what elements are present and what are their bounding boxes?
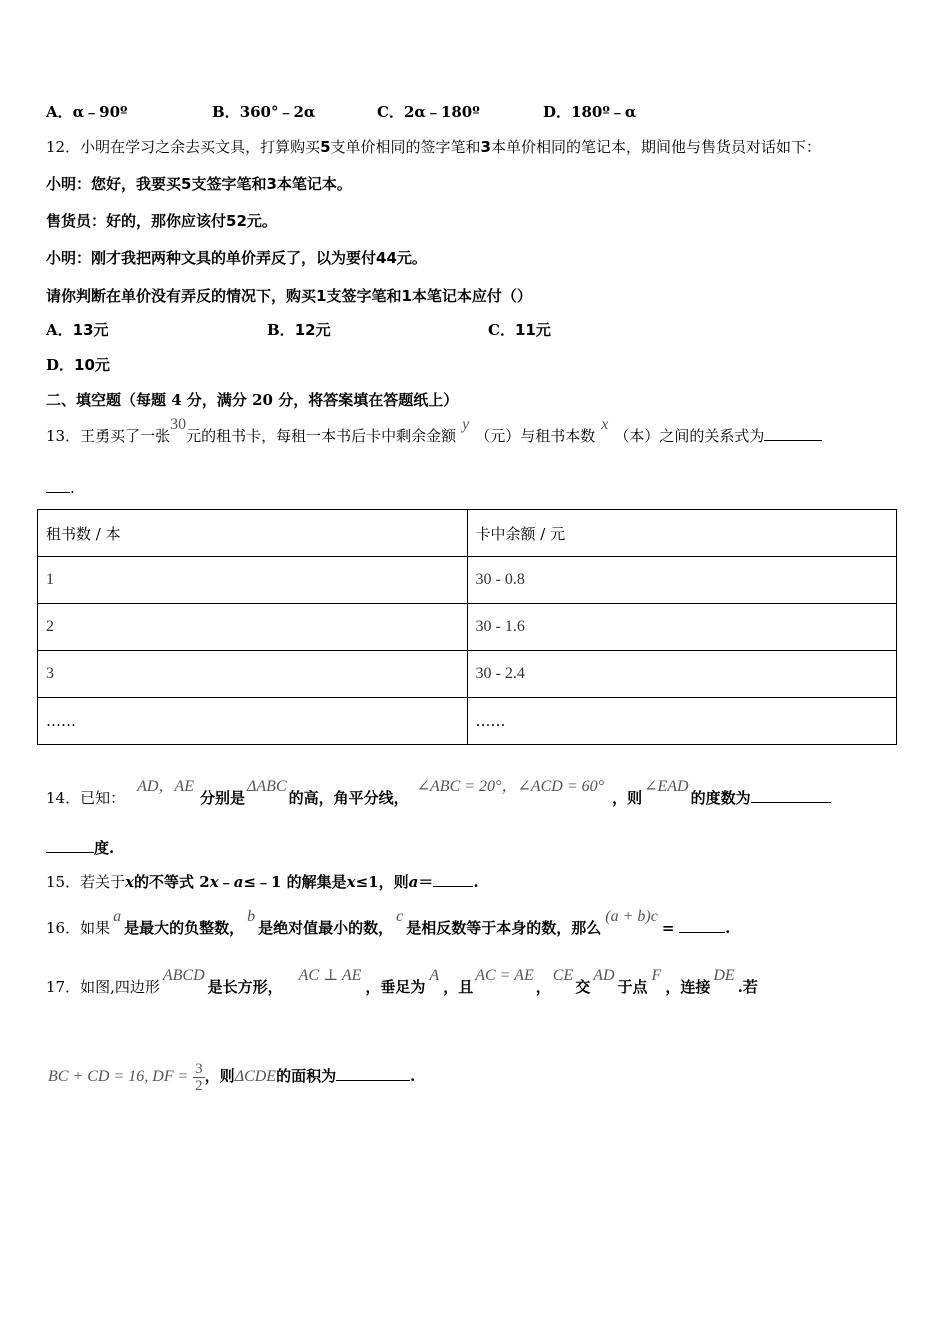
q15-answer-blank[interactable]: [433, 872, 473, 887]
q12-option-a: A．13元: [46, 321, 109, 339]
q13-stem: 13．王勇买了一张30元的租书卡，每租一本书后卡中剩余金额y（元）与租书本数x（本）之间的关系式为: [46, 426, 822, 447]
table-cell: 3: [38, 651, 468, 698]
q12-option-d: D．10元: [46, 356, 110, 374]
table-row: [38, 698, 897, 745]
table-row: [38, 651, 897, 698]
q16-stem: 16．如果a是最大的负整数，b是绝对值最小的数，c是相反数等于本身的数，那么(a + b)c= .: [46, 908, 731, 937]
q13-answer-blank[interactable]: [764, 426, 822, 441]
q12-stem: 12．小明在学习之余去买文具，打算购买5支单价相同的签字笔和3本单价相同的笔记本，期间他与售货员对话如下：: [46, 138, 821, 156]
q12-question: 请你判断在单价没有弄反的情况下，购买1支签字笔和1本笔记本应付（）: [46, 287, 532, 305]
rent-table: [37, 509, 897, 745]
table-cell: ……: [38, 698, 468, 745]
q12-dialog-3: 小明：刚才我把两种文具的单价弄反了，以为要付44元。: [46, 249, 427, 267]
q13-answer-blank-cont[interactable]: [46, 478, 70, 493]
q13-stem-end: .: [46, 478, 75, 498]
q15-stem: 15．若关于x的不等式 2x﹣a≤﹣1 的解集是x≤1，则a＝ .: [46, 873, 479, 891]
q17-stem-2: BC + CD = 16, DF = $\frac{3}{2}$ ，则ΔCDE的面积为 .: [48, 1060, 416, 1094]
table-row: [38, 557, 897, 604]
q11-option-b: B．360°﹣2α: [212, 103, 316, 121]
table-header-cell: 租书数 / 本: [38, 510, 468, 557]
q17-answer-blank[interactable]: [336, 1066, 410, 1081]
table-cell: 30 - 2.4: [467, 651, 897, 698]
table-header-cell: 卡中余额 / 元: [467, 510, 897, 557]
q12-option-b: B．12元: [267, 321, 331, 339]
q14-stem-end: 度.: [46, 838, 114, 858]
q11-option-a: A．α﹣90º: [46, 103, 128, 121]
table-cell: ……: [467, 698, 897, 745]
q16-answer-blank[interactable]: [679, 918, 725, 933]
q14-answer-blank[interactable]: [751, 788, 831, 803]
q12-option-c: C．11元: [488, 321, 551, 339]
q17-stem: 17．如图,四边形ABCD是长方形，AC ⊥ AE，垂足为A，且AC = AE，CE交AD于点F，连接DE.若: [46, 967, 758, 996]
q11-option-c: C．2α﹣180º: [377, 103, 480, 121]
fraction-3-2: $\frac{3}{2}$: [195, 1060, 203, 1094]
q14-answer-blank-cont[interactable]: [46, 838, 94, 853]
q14-stem: 14．已知：AD，AE分别是ΔABC的高，角平分线，∠ABC = 20°，∠ACD = 60°，则∠EAD的度数为: [46, 788, 831, 809]
q12-dialog-1: 小明：您好，我要买5支签字笔和3本笔记本。: [46, 175, 352, 193]
q11-option-d: D．180º﹣α: [543, 103, 637, 121]
q12-dialog-2: 售货员：好的，那你应该付52元。: [46, 212, 277, 230]
table-cell: 1: [38, 557, 468, 604]
section-heading: 二、填空题（每题 4 分，满分 20 分，将答案填在答题纸上）: [46, 391, 459, 409]
table-cell: 2: [38, 604, 468, 651]
table-header-row: [38, 510, 897, 557]
table-row: [38, 604, 897, 651]
table-cell: 30 - 1.6: [467, 604, 897, 651]
table-cell: 30 - 0.8: [467, 557, 897, 604]
